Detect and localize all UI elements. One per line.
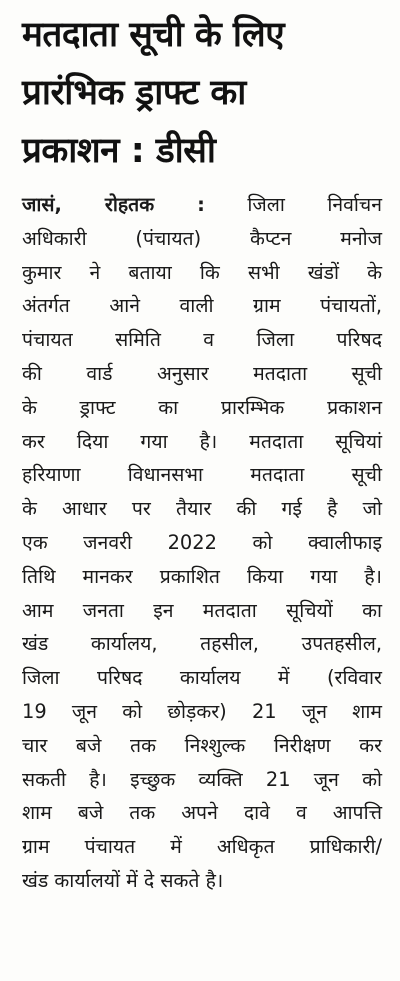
headline: [22, 6, 382, 180]
body-line: शाम बजे तक अपने दावे व आपत्ति: [22, 801, 382, 825]
body-line: हरियाणा विधानसभा मतदाता सूची: [22, 463, 382, 487]
body-line: सकती है। इच्छुक व्यक्ति 21 जून को: [22, 767, 382, 791]
body-line: की वार्ड अनुसार मतदाता सूची: [22, 361, 382, 385]
body-line: कुमार ने बताया कि सभी खंडों के: [22, 260, 382, 284]
body-line: चार बजे तक निश्शुल्क निरीक्षण कर: [22, 733, 382, 757]
body-line: 19 जून को छोड़कर) 21 जून शाम: [22, 699, 382, 723]
body-line: के ड्राफ्ट का प्रारम्भिक प्रकाशन: [22, 395, 382, 419]
body-line: तिथि मानकर प्रकाशित किया गया है।: [22, 564, 382, 588]
body-line: [22, 188, 382, 222]
body-line: आम जनता इन मतदाता सूचियों का: [22, 598, 382, 622]
body-line: अंतर्गत आने वाली ग्राम पंचायतों,: [22, 294, 382, 318]
headline-line: मतदाता सूची के लिए: [22, 15, 285, 55]
body-line: खंड कार्यालयों में दे सकते है।: [22, 868, 224, 892]
body-line: ग्राम पंचायत में अधिकृत प्राधिकारी/: [22, 835, 382, 859]
dateline: जासं, रोहतक :: [22, 193, 205, 216]
headline-line: प्रारंभिक ड्राफ्ट का: [22, 73, 246, 113]
body-line: अधिकारी (पंचायत) कैप्टन मनोज: [22, 226, 382, 250]
body-line: एक जनवरी 2022 को क्वालीफाइ: [22, 530, 382, 554]
body-line-text: जिला निर्वाचन: [247, 193, 382, 216]
body-line: कर दिया गया है। मतदाता सूचियां: [22, 429, 382, 453]
headline-line: प्रकाशन : डीसी: [22, 131, 216, 171]
body-line: खंड कार्यालय, तहसील, उपतहसील,: [22, 632, 382, 656]
article-body: [22, 188, 382, 898]
body-line: के आधार पर तैयार की गई है जो: [22, 497, 382, 521]
body-line: पंचायत समिति व जिला परिषद: [22, 328, 382, 352]
body-line: जिला परिषद कार्यालय में (रविवार: [22, 666, 382, 690]
